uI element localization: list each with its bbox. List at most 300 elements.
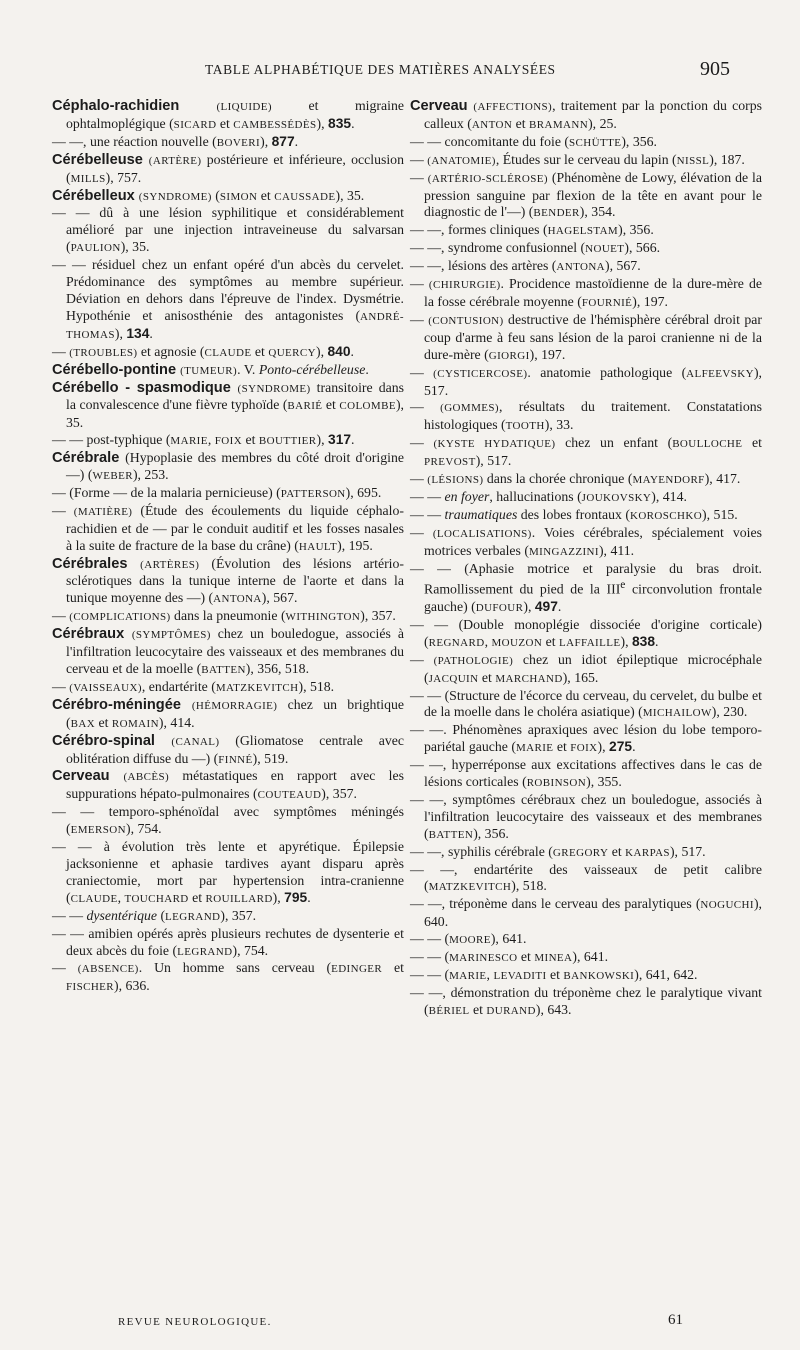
- entry-italic: en foyer: [444, 488, 490, 504]
- entry-text: — — post-typhique (: [52, 432, 171, 448]
- entry-text: — — résiduel chez un enfant opéré d'un abcès du cervelet. Prédominance des symptômes au membre supérieur. Déviation en dehors dans l'épreuve de l'index. Dysmétrie. Hypothénie et anisosthénie des antagonistes (: [52, 257, 404, 323]
- entry-text: (Hypoplasie des membres du côté droit d'origine —) (: [66, 450, 404, 483]
- entry-text: — — amibien opérés après plusieurs rechutes de dysenterie et deux abcès du foie (: [52, 925, 404, 958]
- entry-smallcaps: (CANAL): [171, 735, 220, 748]
- entry-text: ), 566.: [624, 240, 661, 256]
- entry-text: ), 515.: [702, 506, 738, 522]
- entry-smallcaps: ALFEEVSKY: [686, 367, 754, 380]
- entry-smallcaps: COUTEAUD: [257, 789, 322, 802]
- index-entry: [52, 450, 404, 485]
- entry-smallcaps: BANKOWSKI: [563, 970, 635, 982]
- entry-text: ), 355.: [586, 774, 622, 790]
- entry-smallcaps: NISSL: [676, 154, 710, 167]
- entry-smallcaps: WITHINGTON: [285, 611, 361, 624]
- entry-text: ), 640.: [424, 896, 762, 930]
- index-entry: [410, 170, 762, 223]
- right-column: [410, 98, 762, 1020]
- entry-bold-page: 497: [534, 598, 558, 614]
- entry-smallcaps: (COMPLICATIONS): [69, 611, 171, 624]
- index-entry: [410, 471, 762, 489]
- entry-smallcaps: MATZKEVITCH: [215, 681, 299, 694]
- entry-text: — —: [410, 506, 445, 522]
- entry-text: ), 35.: [335, 187, 365, 203]
- index-entry: [52, 626, 404, 679]
- entry-text: ), 641, 642.: [634, 967, 698, 982]
- entry-smallcaps: DUFOUR: [475, 601, 524, 614]
- entry-smallcaps: BATTEN: [201, 664, 246, 676]
- entry-text: .: [307, 889, 311, 905]
- entry-text: . Voies cérébrales, spécialement voies motrices verbales (: [424, 524, 762, 558]
- index-entry: [410, 862, 762, 897]
- entry-smallcaps: (SYNDROME): [237, 382, 311, 395]
- index-entry: [410, 792, 762, 844]
- entry-text: et: [517, 949, 535, 965]
- index-entry: [410, 258, 762, 276]
- entry-smallcaps: MICHAILOW: [642, 707, 712, 720]
- entry-text: ), 517.: [669, 843, 706, 859]
- index-entry: [410, 985, 762, 1020]
- entry-text: .: [350, 343, 354, 359]
- entry-text: ), 35.: [66, 397, 404, 431]
- index-entry: [52, 134, 404, 152]
- entry-smallcaps: GIORGI: [488, 349, 530, 362]
- entry-text: — — (: [410, 949, 450, 965]
- entry-smallcaps: HAULT: [298, 540, 338, 553]
- index-entry: [52, 344, 404, 362]
- entry-term: Cérébelleux: [52, 187, 139, 204]
- entry-smallcaps: LAFFAILLE: [559, 636, 621, 649]
- entry-bold-page: 877: [271, 133, 295, 149]
- entry-smallcaps: LEGRAND: [165, 910, 221, 923]
- index-entry: [410, 152, 762, 170]
- index-entry: [52, 960, 404, 996]
- entry-text: ), 253.: [132, 467, 169, 483]
- index-entry: [410, 896, 762, 931]
- entry-smallcaps: BÉRIEL: [428, 1004, 470, 1017]
- entry-smallcaps: CAMBESSÉDÈS: [233, 118, 317, 131]
- entry-text: ), 519.: [252, 750, 289, 766]
- entry-text: circonvolution frontale gauche) (: [424, 582, 762, 614]
- entry-text: —: [410, 364, 434, 380]
- entry-smallcaps: JOUKOVSKY: [581, 491, 652, 504]
- entry-term: Cérébro-spinal: [52, 732, 172, 749]
- entry-text: . Procidence mastoïdienne de la dure-mère de la fosse cérébrale moyenne (: [424, 276, 763, 309]
- index-entry: [410, 312, 762, 365]
- entry-smallcaps: FINNÉ: [218, 753, 253, 766]
- entry-text: postérieure et inférieure, occlusion (: [66, 151, 404, 185]
- entry-smallcaps: ANTONA: [556, 261, 606, 274]
- index-entry: [410, 844, 762, 862]
- entry-text: ), 517.: [424, 364, 762, 398]
- entry-text: —: [52, 608, 70, 624]
- entry-text: ),: [260, 133, 272, 149]
- entry-smallcaps: BOULLOCHE: [672, 438, 743, 451]
- entry-text: ),: [316, 115, 329, 131]
- entry-smallcaps: BARIÉ: [287, 400, 323, 413]
- entry-text: — —: [410, 488, 445, 504]
- entry-term: Cérébelleuse: [52, 151, 149, 168]
- entry-text: ), 356, 518.: [245, 661, 310, 676]
- entry-text: et: [478, 669, 496, 685]
- entry-smallcaps: NOGUCHI: [700, 899, 754, 912]
- entry-bold-page: 317: [328, 432, 352, 448]
- entry-text: (Évolution des lésions artério-sclérotiques dans la tunique interne de l'aorte et dans la tunique moyenne des —) (: [66, 555, 405, 606]
- index-entry: [410, 399, 762, 435]
- entry-text: (Étude des écoulements du liquide céphalo-rachidien et de — par le conduit auditif et les fosses nasales à la suite de fracture de la base du crâne) (: [66, 502, 404, 553]
- index-entry: [52, 188, 404, 206]
- entry-text: — (Forme — de la malaria pernicieuse) (: [52, 484, 281, 500]
- entry-smallcaps: (LOCALISATIONS): [432, 527, 532, 540]
- index-entry: [52, 556, 404, 609]
- entry-text: ), 197.: [529, 346, 566, 362]
- entry-text: (Gliomatose centrale avec oblitération diffuse du —) (: [66, 732, 405, 766]
- entry-text: chez un enfant (: [555, 435, 673, 451]
- entry-term: Cerveau: [410, 98, 474, 114]
- entry-text: — —, formes cliniques (: [410, 222, 548, 238]
- entry-text: —: [410, 651, 434, 667]
- entry-smallcaps: MAYENDORF: [632, 474, 705, 487]
- entry-text: ), 754.: [125, 821, 162, 837]
- entry-text: dans la pneumonie (: [170, 608, 286, 624]
- entry-smallcaps: GREGORY: [552, 846, 609, 859]
- index-entry: [52, 432, 404, 450]
- entry-text: — — dû à une lésion syphilitique et considérablement amélioré par une injection intraveineuse du salvarsan (: [52, 205, 404, 255]
- index-entry: [52, 926, 404, 961]
- index-entry: [52, 768, 404, 804]
- entry-text: — — concomitante du foie (: [410, 133, 570, 149]
- entry-text: ,: [484, 633, 492, 649]
- entry-text: et: [251, 343, 269, 359]
- entry-smallcaps: CLAUDE: [70, 892, 118, 905]
- entry-text: ), 641.: [572, 949, 609, 965]
- entry-text: ), 197.: [632, 293, 668, 309]
- entry-text: (: [211, 187, 220, 203]
- entry-smallcaps: TOUCHARD: [124, 892, 189, 905]
- entry-term: Cérébrales: [52, 555, 141, 572]
- entry-text: —: [410, 399, 441, 415]
- entry-text: ,: [207, 432, 215, 448]
- entry-italic: traumatiques: [444, 506, 518, 522]
- entry-smallcaps: DURAND: [486, 1004, 536, 1017]
- entry-smallcaps: ANTON: [471, 118, 513, 131]
- entry-text: — — (Double monoplégie dissociée d'origine corticale) (: [410, 616, 762, 649]
- entry-smallcaps: PATTERSON: [280, 487, 346, 500]
- entry-smallcaps: PAULION: [70, 242, 121, 255]
- index-entry: [52, 98, 404, 134]
- entry-smallcaps: (MATIÈRE): [73, 505, 133, 518]
- entry-text: —: [410, 169, 428, 185]
- entry-text: ), 33.: [544, 417, 574, 433]
- entry-text: ), 754.: [232, 942, 269, 958]
- index-entry: [410, 652, 762, 688]
- index-entry: [410, 949, 762, 967]
- index-entry: [52, 679, 404, 697]
- entry-text: et: [95, 714, 112, 730]
- entry-text: et: [553, 739, 571, 755]
- entry-smallcaps: ROUILLARD: [205, 892, 273, 905]
- entry-text: ), 414.: [158, 714, 195, 730]
- entry-text: ), 643.: [535, 1001, 572, 1017]
- entry-text: — —, lésions des artères (: [410, 258, 557, 274]
- entry-text: chez un idiot épileptique microcéphale (: [424, 651, 762, 685]
- entry-term: Cérébraux: [52, 626, 132, 643]
- entry-smallcaps: FISCHER: [66, 981, 115, 994]
- entry-text: . anatomie pathologique (: [527, 364, 687, 380]
- entry-text: — —, démonstration du tréponème chez le paralytique vivant (: [410, 984, 762, 1017]
- entry-term: Cérébello-pontine: [52, 361, 181, 378]
- entry-text: , hallucinations (: [489, 488, 582, 504]
- entry-text: ,: [117, 889, 125, 905]
- index-entry: [52, 839, 404, 908]
- entry-smallcaps: (ABSENCE): [77, 963, 139, 976]
- entry-term: Cerveau: [52, 768, 124, 785]
- page-number: 905: [700, 58, 730, 80]
- index-entry: [410, 276, 762, 312]
- entry-smallcaps: SCHÜTTE: [569, 136, 622, 149]
- entry-text: — —: [52, 907, 87, 923]
- entry-smallcaps: BRAMANN: [529, 118, 589, 131]
- entry-text: (Phénomène de Lowy, élévation de la pression sanguine par flexion de la tête en avant pour le diagnostic de l'—) (: [424, 169, 763, 220]
- entry-smallcaps: (CONTUSION): [428, 314, 504, 327]
- entry-smallcaps: (AFFECTIONS): [473, 101, 553, 113]
- entry-smallcaps: SICARD: [173, 118, 217, 131]
- entry-smallcaps: (VAISSEAUX): [69, 681, 142, 694]
- entry-smallcaps: MARCHAND: [495, 672, 563, 685]
- index-entry: [410, 222, 762, 240]
- index-entry: [52, 380, 404, 433]
- entry-text: et: [608, 843, 626, 859]
- entry-bold-page: 275: [609, 739, 633, 755]
- entry-text: et: [546, 967, 564, 982]
- entry-term: Cérébello - spasmodique: [52, 379, 238, 396]
- entry-smallcaps: MILLS: [70, 172, 106, 185]
- entry-smallcaps: BOVERI: [216, 136, 261, 149]
- index-entry: [410, 240, 762, 258]
- entry-text: .: [632, 739, 636, 755]
- entry-smallcaps: (LÉSIONS): [427, 474, 484, 487]
- index-entry: [52, 362, 404, 380]
- entry-text: —: [410, 311, 429, 327]
- entry-text: ), 195.: [337, 537, 373, 553]
- entry-text: .: [351, 432, 355, 448]
- entry-text: et: [322, 397, 340, 413]
- index-entry: [410, 435, 762, 471]
- entry-text: ,: [486, 967, 494, 982]
- entry-text: ),: [316, 432, 329, 448]
- entry-text: et: [216, 115, 234, 131]
- index-entry: [52, 733, 404, 769]
- entry-smallcaps: QUERCY: [268, 346, 316, 359]
- entry-text: ), 357.: [360, 608, 396, 624]
- entry-smallcaps: KARPAS: [625, 846, 670, 859]
- entry-smallcaps: JACQUIN: [428, 672, 479, 685]
- entry-text: — — (Aphasie motrice et paralysie du bras droit. Ramollissement du pied de la III: [410, 560, 762, 598]
- entry-smallcaps: MARIE: [170, 435, 208, 448]
- entry-term: Cérébrale: [52, 450, 126, 467]
- entry-text: ), 35.: [120, 239, 150, 255]
- entry-text: — — temporo-sphénoïdal avec symptômes méningés (: [52, 804, 404, 837]
- entry-text: ),: [620, 633, 632, 649]
- index-entry: [52, 608, 404, 626]
- index-entry: [410, 757, 762, 792]
- entry-text: —: [52, 343, 70, 359]
- entry-text: . Un homme sans cerveau (: [138, 960, 332, 976]
- entry-text: ), 757.: [105, 169, 142, 185]
- entry-smallcaps: MINGAZZINI: [528, 545, 599, 558]
- entry-text: ),: [523, 598, 535, 614]
- index-entry: [410, 617, 762, 652]
- index-entry: [410, 507, 762, 525]
- entry-smallcaps: BATTEN: [428, 828, 474, 841]
- entry-smallcaps: ANDRÉ-THOMAS: [66, 310, 404, 341]
- entry-smallcaps: COLOMBE: [339, 400, 396, 413]
- entry-text: ), 518.: [511, 878, 547, 894]
- entry-smallcaps: FOIX: [570, 742, 598, 755]
- entry-text: et: [512, 115, 530, 131]
- entry-smallcaps: FOIX: [214, 435, 243, 448]
- index-entry: [52, 503, 404, 556]
- entry-text: chez un bouledogue, associés à l'infiltration leucocytaire des vaisseaux et des membranes du cerveau et de la moelle (: [66, 626, 405, 676]
- index-entry: [52, 697, 404, 733]
- entry-text: et migraine ophtalmoplégique (: [66, 98, 404, 131]
- entry-smallcaps: CLAUDE: [204, 346, 252, 359]
- entry-smallcaps: (ARTÈRE): [148, 154, 202, 167]
- entry-text: ), 25.: [588, 115, 617, 131]
- entry-smallcaps: ANTONA: [213, 593, 262, 606]
- entry-text: — —, syphilis cérébrale (: [410, 843, 553, 859]
- journal-name: REVUE NEUROLOGIQUE.: [118, 1316, 272, 1328]
- entry-text: ), 230.: [711, 704, 748, 720]
- entry-text: —: [410, 151, 428, 167]
- entry-smallcaps: WEBER: [92, 470, 133, 483]
- entry-smallcaps: FOURNIÉ: [581, 296, 633, 309]
- entry-smallcaps: SIMON: [219, 190, 258, 203]
- entry-text: ), 357.: [220, 907, 257, 923]
- entry-text: ), 567.: [261, 590, 298, 606]
- entry-smallcaps: TOOTH: [505, 420, 545, 433]
- page-header: [0, 60, 800, 90]
- entry-text: ), 354.: [579, 204, 616, 220]
- entry-smallcaps: NOUET: [585, 243, 625, 256]
- entry-smallcaps: HAGELSTAM: [547, 225, 619, 238]
- entry-text: .: [351, 115, 355, 131]
- entry-text: et: [742, 435, 762, 451]
- entry-text: — —, hyperréponse aux excitations affectives dans le cas de lésions corticales (: [410, 757, 762, 790]
- entry-smallcaps: EMERSON: [70, 824, 126, 837]
- entry-text: — — (: [410, 967, 450, 982]
- entry-text: et: [257, 187, 275, 203]
- entry-text: (: [157, 907, 166, 923]
- entry-text: ), 357.: [321, 786, 357, 802]
- index-entry: [410, 365, 762, 400]
- index-entry: [410, 489, 762, 507]
- entry-text: ), 636.: [114, 978, 150, 994]
- entry-text: ), 567.: [605, 258, 641, 274]
- index-entry: [52, 908, 404, 926]
- entry-bold-page: 134: [126, 325, 150, 341]
- entry-text: —: [52, 960, 78, 976]
- entry-text: .: [655, 633, 659, 649]
- entry-smallcaps: LEVADITI: [493, 970, 547, 982]
- entry-text: — —, endartérite des vaisseaux de petit calibre (: [410, 861, 762, 894]
- entry-text: ), 187.: [709, 151, 745, 167]
- signature-mark: 61: [668, 1312, 683, 1328]
- entry-text: ), 417.: [704, 471, 741, 487]
- entry-text: —: [410, 471, 428, 487]
- entry-smallcaps: (HÉMORRAGIE): [191, 699, 278, 712]
- entry-text: chez un brightique (: [66, 696, 405, 730]
- entry-smallcaps: (TUMEUR): [180, 364, 238, 377]
- index-entry: [410, 525, 762, 561]
- index-entry: [410, 688, 762, 723]
- entry-smallcaps: (CHIRURGIE): [428, 279, 501, 292]
- entry-text: ), 517.: [475, 453, 512, 469]
- entry-smallcaps: (CYSTICERCOSE): [433, 367, 528, 380]
- index-entry: [52, 205, 404, 257]
- index-entry: [410, 98, 762, 134]
- entry-bold-page: 840: [327, 343, 351, 359]
- entry-smallcaps: BAX: [70, 717, 96, 730]
- entry-smallcaps: ROMAIN: [111, 717, 159, 730]
- entry-text: des lobes frontaux (: [517, 506, 630, 522]
- entry-smallcaps: (PATHOLOGIE): [433, 654, 514, 667]
- entry-smallcaps: (GOMMES): [440, 402, 499, 415]
- entry-smallcaps: BENDER: [533, 207, 580, 220]
- entry-text: et: [382, 960, 405, 976]
- entry-smallcaps: MINEA: [534, 952, 573, 965]
- entry-italic: dysentérique: [86, 907, 157, 923]
- entry-smallcaps: MARIE: [515, 742, 554, 755]
- entry-text: ), 518.: [298, 678, 335, 694]
- index-entry: [410, 722, 762, 757]
- index-entry: [52, 485, 404, 503]
- entry-smallcaps: MARIE: [449, 970, 487, 982]
- entry-text: ), 695.: [345, 484, 382, 500]
- entry-text: ), 411.: [598, 542, 635, 558]
- entry-smallcaps: (LIQUIDE): [216, 101, 272, 113]
- index-entry: [410, 134, 762, 152]
- entry-smallcaps: MOORE: [449, 934, 491, 947]
- entry-text: .: [557, 598, 562, 614]
- entry-text: — —, syndrome confusionnel (: [410, 240, 586, 256]
- entry-smallcaps: LEGRAND: [177, 945, 233, 958]
- entry-smallcaps: ROBINSON: [526, 777, 587, 790]
- entry-text: ),: [315, 343, 328, 359]
- index-entry: [52, 804, 404, 839]
- entry-superscript: e: [620, 579, 626, 592]
- entry-smallcaps: MOUZON: [491, 636, 543, 649]
- index-entry: [52, 257, 404, 344]
- entry-text: ), 414.: [651, 488, 687, 504]
- entry-text: et: [542, 633, 560, 649]
- entry-text: ), 356.: [473, 825, 509, 841]
- entry-term: Cérébro-méningée: [52, 696, 192, 713]
- entry-smallcaps: MATZKEVITCH: [428, 881, 512, 894]
- entry-smallcaps: EDINGER: [331, 963, 383, 976]
- entry-text: dans la chorée chronique (: [483, 471, 633, 487]
- entry-text: métastatiques en rapport avec les suppurations hépato-pulmonaires (: [66, 768, 404, 802]
- left-column: [52, 98, 404, 996]
- entry-text: transitoire dans la convalescence d'une fièvre typhoïde (: [66, 379, 404, 413]
- entry-text: et: [242, 432, 259, 448]
- entry-bold-page: 838: [631, 633, 656, 649]
- entry-bold-page: 835: [328, 115, 352, 131]
- entry-text: .: [149, 325, 153, 341]
- entry-text: et: [469, 1001, 487, 1017]
- entry-text: — — (: [410, 931, 450, 947]
- entry-text: . V.: [237, 361, 259, 377]
- entry-text: ),: [114, 325, 127, 341]
